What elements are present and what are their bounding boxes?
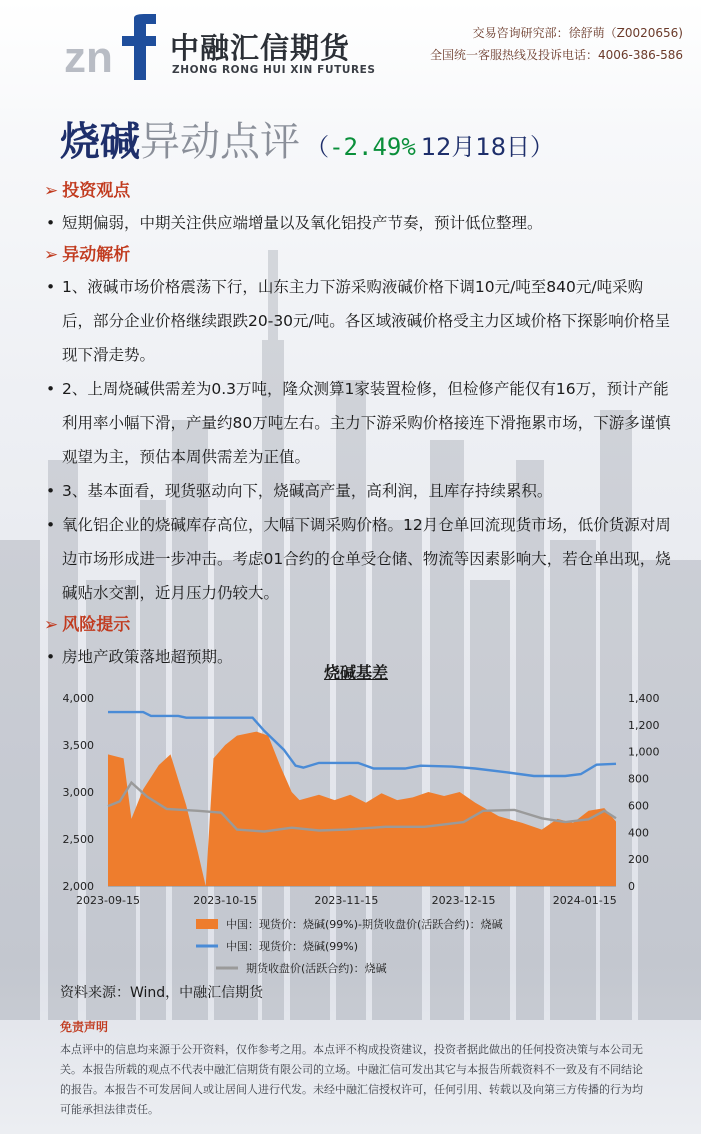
legend-label: 中国：现货价：烧碱(99%)-期货收盘价(活跃合约)：烧碱 <box>226 918 503 931</box>
left-axis-tick-label: 2,500 <box>62 833 94 846</box>
invest-item: • 短期偏弱，中期关注供应端增量以及氧化铝投产节奏，预计低位整理。 <box>44 206 674 240</box>
disclaimer-text: 本点评中的信息均来源于公开资料，仅作参考之用。本点评不构成投资建议，投资者据此做出的任何投资决策与本公司无关。本报告所载的观点不代表中融汇信期货有限公司的立场。中融汇信可发出其它与本报告所载资料不一致及有不同结论的报告。本报告不可发居间人或让居间人进行代发。未经中融汇信授权许可，任何引用、转载以及向第三方传播的行为均可能承担法律责任。 <box>60 1043 643 1116</box>
analyst-line: 交易咨询研究部：徐舒萌（Z0020656) <box>472 26 683 40</box>
left-axis-tick-label: 3,500 <box>62 739 94 752</box>
right-axis-tick-label: 800 <box>628 772 649 786</box>
section-invest: ➢ 投资观点 <box>44 176 674 206</box>
right-axis-tick-label: 600 <box>628 799 649 813</box>
x-axis-tick-label: 2023-09-15 <box>76 894 140 907</box>
title-paren-close: ） <box>529 133 554 161</box>
title-main: 烧碱 <box>60 119 140 165</box>
right-axis-tick-label: 0 <box>628 880 635 893</box>
title-sub: 异动点评 <box>140 119 300 165</box>
disclaimer-heading: 免责声明 <box>60 1020 109 1034</box>
contact-info <box>430 22 683 66</box>
series-line-spot <box>108 712 616 776</box>
left-axis-tick-label: 2,000 <box>62 880 94 893</box>
legend-label: 中国：现货价：烧碱(99%) <box>226 940 359 953</box>
legend-label: 期货收盘价(活跃合约)：烧碱 <box>246 962 387 975</box>
chart-title: 烧碱基差 <box>324 663 389 682</box>
legend-swatch <box>196 919 218 929</box>
report-header <box>0 0 701 92</box>
title-paren-open: （ <box>305 133 330 161</box>
analysis-item: • 3、基本面看，现货驱动向下，烧碱高产量，高利润，且库存持续累积。 <box>44 474 674 508</box>
risk-item: • 房地产政策落地超预期。 <box>44 640 674 674</box>
x-axis-tick-label: 2023-12-15 <box>431 894 496 907</box>
right-axis-tick-label: 400 <box>628 826 649 840</box>
section-risk: ➢ 风险提示 <box>44 610 674 640</box>
arrow-icon: ➢ <box>44 245 59 265</box>
right-axis-tick-label: 1,200 <box>628 718 660 732</box>
report-body <box>44 176 674 674</box>
right-axis-tick-label: 1,000 <box>628 745 660 759</box>
left-axis-tick-label: 3,000 <box>62 786 94 799</box>
analysis-item: • 氧化铝企业的烧碱库存高位，大幅下调采购价格。12月仓单回流现货市场，低价货源对周边市场形成进一步冲击。考虑01合约的仓单受仓储、物流等因素影响大，若仓单出现，烧碱贴水交割，近月压力仍较大。 <box>44 508 674 610</box>
right-axis-tick-label: 1,400 <box>628 692 660 705</box>
right-axis-tick-label: 200 <box>628 853 649 867</box>
svg-text:zn: zn <box>64 33 113 82</box>
title-date: 12月18日 <box>420 133 530 161</box>
hotline-line: 全国统一客服热线及投诉电话：4006-386-586 <box>429 48 683 62</box>
arrow-icon: ➢ <box>44 615 59 635</box>
x-axis-tick-label: 2023-10-15 <box>193 894 258 907</box>
data-source: 资料来源：Wind，中融汇信期货 <box>60 985 264 1001</box>
page-title <box>60 110 554 170</box>
section-analysis: ➢ 异动解析 <box>44 240 674 270</box>
arrow-icon: ➢ <box>44 181 59 201</box>
company-name-en: ZHONG RONG HUI XIN FUTURES <box>172 64 376 76</box>
analysis-item: • 2、上周烧碱供需差为0.3万吨，隆众测算1家装置检修，但检修产能仅有16万，预计产能利用率小幅下滑，产量约80万吨左右。主力下游采购价格接连下滑拖累市场，下游多谨慎观望为主，预估本周供需差为正值。 <box>44 372 674 474</box>
title-change-pct: -2.49% <box>329 133 416 161</box>
analysis-item: • 1、液碱市场价格震荡下行，山东主力下游采购液碱价格下调10元/吨至840元/吨采购后，部分企业价格继续跟跌20-30元/吨。各区域液碱价格受主力区域价格下探影响价格呈现下滑走势。 <box>44 270 674 372</box>
left-axis-tick-label: 4,000 <box>62 692 94 705</box>
x-axis-tick-label: 2024-01-15 <box>552 894 617 907</box>
company-logo-icon <box>64 14 158 82</box>
company-name-cn: 中融汇信期货 <box>170 31 351 65</box>
basis-chart <box>56 684 676 984</box>
x-axis-tick-label: 2023-11-15 <box>314 894 379 907</box>
